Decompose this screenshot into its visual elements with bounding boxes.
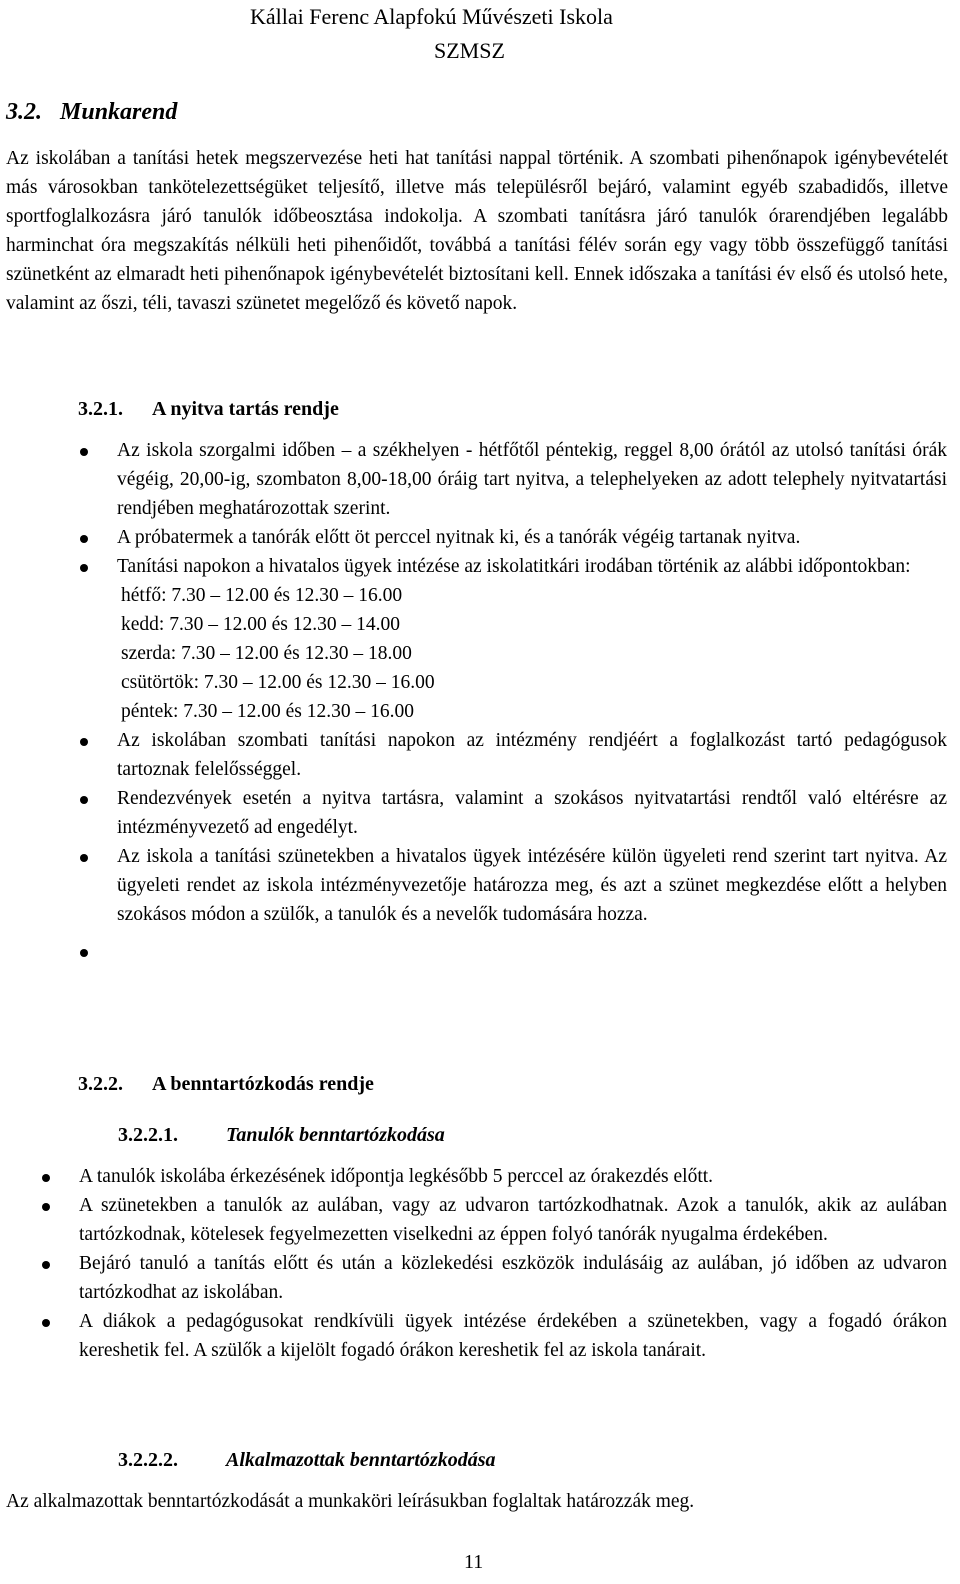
list-item <box>117 784 947 842</box>
list-item <box>117 523 947 552</box>
student-presence-list <box>79 1162 947 1365</box>
schedule-row: péntek: 7.30 – 12.00 és 12.30 – 16.00 <box>121 701 415 722</box>
list-item-text: Bejáró tanuló a tanítás előtt és után a közlekedési eszközök indulásáig az aulában, jó időben az udvaron tartózkodhat az iskolában. <box>79 1253 947 1303</box>
bullet-icon <box>80 535 88 543</box>
section-heading-3-2 <box>6 98 177 127</box>
list-item <box>117 552 947 726</box>
subsubsection-title: Alkalmazottak benntartózkodása <box>226 1449 496 1471</box>
subsection-heading-3-2-2 <box>78 1070 374 1099</box>
opening-hours-list <box>117 436 947 966</box>
school-name: Kállai Ferenc Alapfokú Művészeti Iskola <box>250 4 613 29</box>
bullet-icon <box>80 949 88 957</box>
list-item <box>79 1191 947 1249</box>
office-schedule <box>117 581 947 726</box>
page-number: 11 <box>464 1551 484 1573</box>
employee-presence-paragraph: Az alkalmazottak benntartózkodását a munkaköri leírásukban foglaltak határozzák meg. <box>6 1491 695 1512</box>
list-item <box>79 1249 947 1307</box>
schedule-row: szerda: 7.30 – 12.00 és 12.30 – 18.00 <box>121 643 412 664</box>
list-item-text: A diákok a pedagógusokat rendkívüli ügyek intézése érdekében a szünetekben, vagy a fogadó órákon kereshetik fel. A szülők a kijelölt fogadó órákon kereshetik fel az iskola tanárait. <box>79 1311 947 1361</box>
subsubsection-title: Tanulók benntartózkodása <box>226 1124 445 1146</box>
list-item-text: Az iskola a tanítási szünetekben a hivatalos ügyek intézésére külön ügyeleti rend szerint tart nyitva. Az ügyeleti rendet az iskola intézményvezetője határozza meg, és azt a szünet megkezdése előtt a helyben szokásos módon a szülők, a tanulók és a nevelők tudomására hozza. <box>117 846 947 925</box>
bullet-icon <box>80 738 88 746</box>
subsection-number: 3.2.2. <box>78 1073 123 1095</box>
section-number: 3.2. <box>6 99 42 125</box>
list-item-text: A tanulók iskolába érkezésének időpontja legkésőbb 5 perccel az órakezdés előtt. <box>79 1166 714 1187</box>
bullet-icon <box>80 854 88 862</box>
schedule-row: kedd: 7.30 – 12.00 és 12.30 – 14.00 <box>121 614 400 635</box>
list-item-text: A próbatermek a tanórák előtt öt perccel nyitnak ki, és a tanórák végéig tartanak nyitva. <box>117 527 801 548</box>
bullet-icon <box>42 1203 50 1211</box>
list-item <box>117 436 947 523</box>
subsection-number: 3.2.1. <box>78 398 123 420</box>
subsection-title: A benntartózkodás rendje <box>152 1073 374 1095</box>
bullet-icon <box>42 1261 50 1269</box>
subsubsection-number: 3.2.2.1. <box>118 1124 178 1146</box>
list-item-text: A szünetekben a tanulók az aulában, vagy az udvaron tartózkodhatnak. Azok a tanulók, akik az aulában tartózkodnak, kötelesek fegyelmezetten viselkedni az éppen folyó tanórák nyugalma érdekében. <box>79 1195 947 1245</box>
list-item <box>117 726 947 784</box>
intro-paragraph: Az iskolában a tanítási hetek megszervezése heti hat tanítási nappal történik. A szombati pihenőnapok igénybevételét más városokban tankötelezettségüket teljesítő, illetve más településről bejáró, valamint egyéb szabadidős, illetve sportfoglalkozásra járó tanulók időbeosztása indokolja. A szombati tanításra járó tanulók órarendjében legalább harminchat óra megszakítás nélküli heti pihenőidőt, továbbá a tanítási félév során egy vagy több összefüggő tanítási szünetként az elmaradt heti pihenőnapok igénybevételét biztosítani kell. Ennek időszaka a tanítási év első és utolsó hete, valamint az őszi, téli, tavaszi szünetet megelőző és követő napok. <box>6 148 948 314</box>
bullet-icon <box>80 796 88 804</box>
list-item <box>79 1162 947 1191</box>
list-item <box>79 1307 947 1365</box>
bullet-icon <box>80 448 88 456</box>
list-item <box>117 937 947 966</box>
list-item-text: Az iskola szorgalmi időben – a székhelyen - hétfőtől péntekig, reggel 8,00 órától az utolsó tanítási órák végéig, 20,00-ig, szombaton 8,00-18,00 óráig tart nyitva, a telephelyeken az adott telephely nyitvatartási rendjében meghatározottak szerint. <box>117 440 947 519</box>
list-item-text: Rendezvények esetén a nyitva tartásra, valamint a szokásos nyitvatartási rendtől való eltérésre az intézményvezető ad engedélyt. <box>117 788 947 838</box>
section-title: Munkarend <box>60 99 178 125</box>
subsubsection-heading-3-2-2-1 <box>118 1121 445 1150</box>
bullet-icon <box>42 1319 50 1327</box>
document-code: SZMSZ <box>434 38 505 63</box>
list-item <box>117 842 947 929</box>
bullet-icon <box>42 1174 50 1182</box>
subsubsection-number: 3.2.2.2. <box>118 1449 178 1471</box>
list-item-text: Az iskolában szombati tanítási napokon az intézmény rendjéért a foglalkozást tartó pedagógusok tartoznak felelősséggel. <box>117 730 947 780</box>
list-item-text: Tanítási napokon a hivatalos ügyek intézése az iskolatitkári irodában történik az alábbi időpontokban: <box>117 556 911 577</box>
schedule-row: hétfő: 7.30 – 12.00 és 12.30 – 16.00 <box>121 585 403 606</box>
subsection-title: A nyitva tartás rendje <box>152 398 339 420</box>
subsection-heading-3-2-1 <box>78 395 339 424</box>
subsubsection-heading-3-2-2-2 <box>118 1446 496 1475</box>
bullet-icon <box>80 564 88 572</box>
schedule-row: csütörtök: 7.30 – 12.00 és 12.30 – 16.00 <box>121 672 435 693</box>
